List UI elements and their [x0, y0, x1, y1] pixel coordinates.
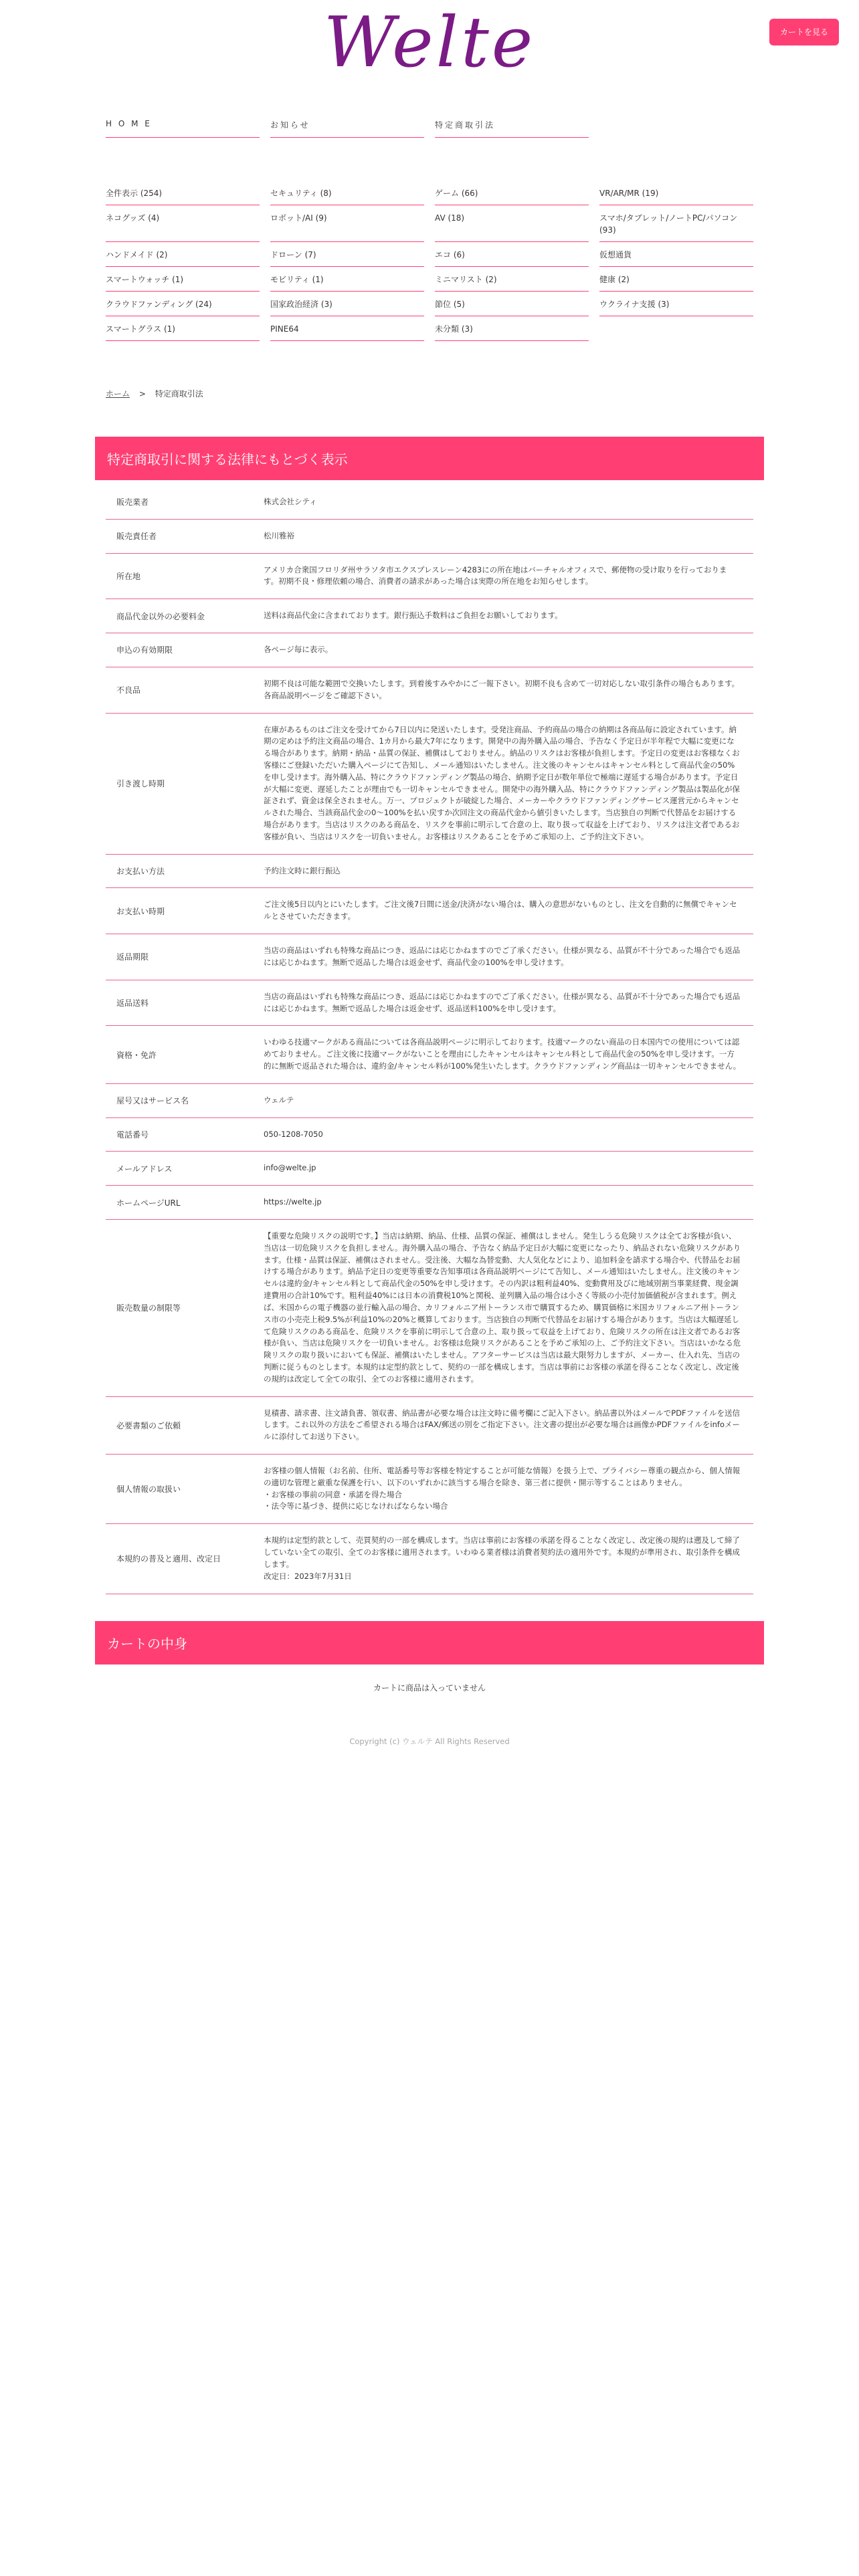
table-row — [106, 714, 753, 855]
table-row — [106, 1455, 753, 1524]
table-row — [106, 1084, 753, 1118]
row-label: 電話番号 — [116, 1130, 149, 1140]
row-value: ご注文後5日以内とにいたします。ご注文後7日間に送金/決済がない場合は、購入の意思がないものとし、注文を自動的に無償でキャンセルとさせていただきます。 — [264, 899, 737, 922]
row-label: メールアドレス — [116, 1164, 173, 1174]
category-item[interactable]: スマホ/タブレット/ノートPC/パソコン (93) — [599, 209, 753, 242]
row-value: 当店の商品はいずれも特殊な商品につき、返品には応じかねますのでご了承ください。仕様が異なる、品質が不十分であった場合でも返品には応じかねます。無断で返品した場合は返金せず、商品代金の100%を申し受けます。 — [264, 946, 741, 967]
breadcrumb-home-link[interactable]: ホーム — [106, 389, 130, 399]
table-row — [106, 888, 753, 934]
table-row — [106, 934, 753, 980]
category-item[interactable]: ロボット/AI (9) — [270, 209, 424, 242]
category-item[interactable]: 国家政治経済 (3) — [270, 296, 424, 316]
category-list — [106, 185, 753, 341]
table-row — [106, 1186, 753, 1220]
category-item[interactable]: セキュリティ (8) — [270, 185, 424, 205]
page-title: 特定商取引に関する法律にもとづく表示 — [95, 437, 764, 480]
table-row — [106, 1026, 753, 1083]
row-value: 当店の商品はいずれも特殊な商品につき、返品には応じかねますのでご了承ください。仕様が異なる、品質が不十分であった場合でも返品には応じかねます。無断で返品した場合は返金せず、返品送料100%を申し受けます。 — [264, 991, 741, 1013]
view-cart-button[interactable]: カートを見る — [769, 19, 839, 45]
row-label: 個人情報の取扱い — [116, 1485, 181, 1495]
nav-item-tokushoho[interactable]: 特定商取引法 — [435, 115, 589, 138]
table-row — [106, 599, 753, 633]
row-label: 資格・免許 — [116, 1050, 157, 1060]
category-item[interactable]: ネコグッズ (4) — [106, 209, 260, 242]
table-row — [106, 667, 753, 714]
category-item[interactable]: ゲーム (66) — [435, 185, 589, 205]
row-value: 株式会社シティ — [264, 497, 317, 506]
category-item[interactable]: 未分類 (3) — [435, 320, 589, 341]
category-item[interactable]: VR/AR/MR (19) — [599, 185, 753, 205]
row-value: 在庫があるものはご注文を受けてから7日以内に発送いたします。受発注商品、予約商品の場合の納期は各商品毎に設定されています。納期の定めは予約注文商品の場合、1カ月から最大7年になります。開発中の海外購入品の場合、予告なく予定日が半年程で大幅に変更になる場合があります。納期・納品・品質の保証、補償はしておりません。納品のリスクはお客様が負担します。予定日の変更はお客様なくお客様にご登録いただいた購入ページにて告知し、メール通知はいたしません。注文後のキャンセルはキャンセル料として商品代金の50%を申し受けます。海外購入品、特にクラウドファンディング製品の場合、納期予定日が数年単位で極端に遅延する場合があります。予定日が大幅に変更、遅延したことが理由でも一切キャンセルできません。開発中の海外購入品、特にクラウドファンディング製品は製品化が保証されず、資金は保全されません。万一、プロジェクトが破綻した場合、メーカーやクラウドファンディングサービス運営元からキャンセルされた場合、当該商品代金の0〜100%を払い戻すか次回注文の商品代金から値引きいたします。当店独自の判断で代替品をお届けする場合があります。当店はリスクのある商品を、リスクを事前に明示して合意の上、取り扱って収益を上げており、リスクは注文者であるお客様が負い、当店はリスクを一切負いません。お客様はリスクあることを予めご承知の上、ご予約注文下さい。 — [264, 724, 740, 841]
row-label: 引き渡し時期 — [116, 779, 165, 789]
row-value: 各ページ毎に表示。 — [264, 645, 333, 655]
breadcrumb-current: 特定商取引法 — [155, 389, 203, 399]
table-row — [106, 1397, 753, 1455]
row-value: いわゆる技適マークがある商品については各商品説明ページに明示しております。技適マークのない商品の日本国内での使用については認めておりません。ご注文後に技適マークがないことを理由にしたキャンセルはキャンセル料として商品代金の50%を申し受けます。一方的に無断で返品された場合は、違約金/キャンセル料が100%発生いたします。クラウドファンディング商品は一切キャンセルできません。 — [264, 1037, 741, 1071]
site-logo[interactable]: Welte — [323, 1, 536, 83]
row-label: 販売責任者 — [116, 532, 157, 542]
row-value[interactable]: https://welte.jp — [264, 1197, 322, 1207]
row-label: 商品代金以外の必要料金 — [116, 611, 205, 621]
row-label: 屋号又はサービス名 — [116, 1096, 189, 1106]
breadcrumb — [106, 388, 753, 399]
category-item[interactable]: スマートウォッチ (1) — [106, 271, 260, 292]
nav-item-news[interactable]: お知らせ — [270, 115, 424, 138]
row-value: 050-1208-7050 — [264, 1129, 323, 1139]
table-row — [106, 855, 753, 889]
category-item[interactable]: ハンドメイド (2) — [106, 246, 260, 267]
main-container — [95, 115, 764, 1747]
table-row — [106, 1524, 753, 1594]
category-item[interactable]: スマートグラス (1) — [106, 320, 260, 341]
row-value: 初期不良は可能な範囲で交換いたします。到着後すみやかにご一報下さい。初期不良も含めて一切対応しない取引条件の場合もあります。各商品説明ページをご確認下さい。 — [264, 678, 740, 700]
category-item[interactable]: クラウドファンディング (24) — [106, 296, 260, 316]
row-value: ウェルテ — [264, 1095, 294, 1105]
cart-section-title: カートの中身 — [95, 1621, 764, 1665]
row-label: 本規約の普及と適用、改定日 — [116, 1554, 221, 1564]
row-label: 返品送料 — [116, 998, 149, 1008]
nav-item-home[interactable]: H O M E — [106, 115, 260, 138]
site-header — [0, 0, 859, 100]
category-item[interactable]: ドローン (7) — [270, 246, 424, 267]
row-label: お支払い方法 — [116, 867, 165, 877]
cart-empty-message: カートに商品は入っていません — [373, 1683, 486, 1693]
table-row — [106, 633, 753, 667]
row-label: お支払い時期 — [116, 906, 165, 916]
law-table — [106, 486, 753, 1594]
row-value: 送料は商品代金に含まれております。銀行振込手数料はご負担をお願いしております。 — [264, 611, 563, 621]
table-row — [106, 1118, 753, 1152]
row-label: 必要書類のご依頼 — [116, 1420, 181, 1430]
row-value: 松川雅裕 — [264, 530, 294, 540]
row-label: 不良品 — [116, 685, 141, 695]
row-label: ホームページURL — [116, 1198, 181, 1208]
table-row — [106, 1152, 753, 1186]
row-value: お客様の個人情報（お名前、住所、電話番号等お客様を特定することが可能な情報）を扱う上で、プライバシー尊重の観点から、個人情報の適切な管理と厳重な保護を行い、以下のいずれかに該当する場合を除き、第三者に提供・開示等することはありません。 ・お客様の事前の同意・承諾を得た場合 ・法令等に基づき、提供に応じなければならない場合 — [264, 1466, 741, 1511]
row-value: 予約注文時に銀行振込 — [264, 865, 341, 875]
breadcrumb-separator: > — [138, 389, 146, 399]
category-item[interactable]: 健康 (2) — [599, 271, 753, 292]
row-value: 見積書、請求書、注文請負書、領収書、納品書が必要な場合は注文時に備考欄にご記入下さい。納品書以外はメールでPDFファイルを送信します。これ以外の方法をご希望される場合はFAX/郵送の別をご指定下さい。注文書の提出が必要な場合は画像かPDFファイルをinfoメールに添付してお送り下さい。 — [264, 1408, 740, 1442]
table-row — [106, 1220, 753, 1397]
table-row — [106, 554, 753, 600]
category-item[interactable]: AV (18) — [435, 209, 589, 242]
row-label: 販売業者 — [116, 498, 149, 508]
row-value: 本規約は定型約款として、売買契約の一部を構成します。当店は事前にお客様の承諾を得ることなく改定し、改定後の規約は遡及して締了していない全ての取引、全てのお客様に適用されます。いわゆる業者様は消費者契約法の適用外です。本規約が準用され、取引条件を構成します。 改定日：2023年7月31日 — [264, 1535, 740, 1581]
row-label: 申込の有効期限 — [116, 645, 173, 655]
category-item[interactable]: 全件表示 (254) — [106, 185, 260, 205]
row-value: アメリカ合衆国フロリダ州サラソタ市エクスプレスレーン4283にの所在地はバーチャルオフィスで、郵便物の受け取りを行っております。初期不良・修理依頼の場合、消費者の請求があった場合は実際の所在地をお知らせします。 — [264, 564, 727, 586]
table-row — [106, 520, 753, 554]
category-item[interactable]: 仮想通貨 — [599, 246, 753, 267]
row-label: 販売数量の制限等 — [116, 1303, 181, 1313]
row-label: 返品期限 — [116, 952, 149, 962]
row-value[interactable]: info@welte.jp — [264, 1163, 316, 1173]
table-row — [106, 980, 753, 1027]
category-item[interactable]: PINE64 — [270, 320, 424, 341]
row-value: 【重要な危険リスクの説明です。】当店は納期、納品、仕様、品質の保証、補償はしません。発生しうる危険リスクは全てお客様が負い、当店は一切危険リスクを負担しません。海外購入品の場合、予告なく納品予定日が大幅に変更になったり、納品されない危険リスクがあります。仕様・品質は保証、補償はされません。受注後、大幅な為替変動、大人気化などにより、追加料金を請求する場合や、代替品をお届けする場合があります。納品予定日の変更等重要な告知事項は各商品説明ページにて告知し、メール通知はいたしません。注文後のキャンセルは違約金/キャンセル料として商品代金の50%を申し受けます。その内訳は粗利益40%、変動費用及びに地域別割当事業経費、現金調達費用の合計10%です。粗利益40%には日本の消費税10%と関税、並列購入品の場合は小さく等級の小売付加価値税が含まれます。例えば、米国からの電子機器の並行輸入品の場合、カリフォルニア州トーランス市で購買するため、購買価格に米国カリフォルニア州トーランス市の小売売上税9.5%が利益10%の20%と概算しております。当店独自の判断で代替品をお届けする場合があります。当店は大幅遅延して危険リスクのある商品を、危険リスクを事前に明示して合意の上、取り扱って収益を上げており、危険リスクの所在は注文者であるお客様が負い、当店は危険リスクを一切負いません。お客様は危険リスクがあることを予めご承知の上、ご予約注文下さい。当店はいかなる危険リスクの取り扱いにおいても保証、補償はいたしません。アフターサービスは当店は最大限努力しますが、メーカー、仕入れ先、当店の判断に従うものとします。本規約は定型約款として、契約の一部を構成します。当店は事前にお客様の承諾を得ることなく改定し、改定後の規約は改定して全ての取引、全てのお客様に適用されます。 — [264, 1231, 741, 1384]
category-item[interactable]: モビリティ (1) — [270, 271, 424, 292]
top-navigation — [106, 115, 753, 138]
footer-copyright: Copyright (c) ウェルテ All Rights Reserved — [349, 1736, 510, 1746]
category-item[interactable]: ミニマリスト (2) — [435, 271, 589, 292]
category-item[interactable]: 節位 (5) — [435, 296, 589, 316]
table-row — [106, 486, 753, 520]
category-item[interactable]: エコ (6) — [435, 246, 589, 267]
category-item[interactable]: ウクライナ支援 (3) — [599, 296, 753, 316]
row-label: 所在地 — [116, 571, 141, 581]
